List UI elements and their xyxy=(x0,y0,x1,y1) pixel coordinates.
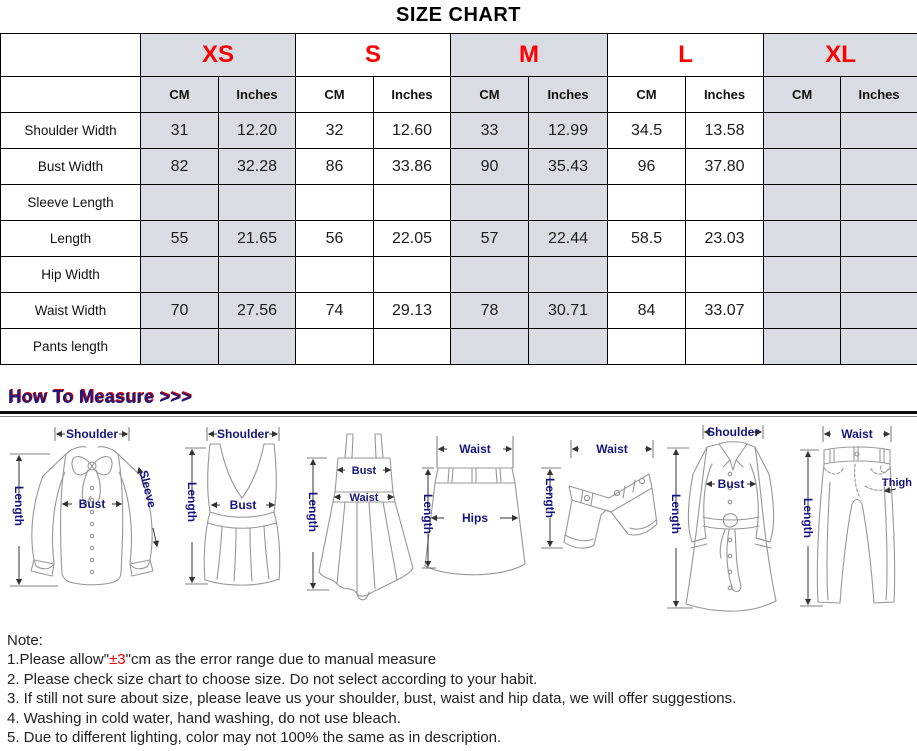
value-cell xyxy=(296,329,374,365)
value-cell: 74 xyxy=(296,293,374,329)
value-cell xyxy=(529,185,608,221)
value-cell xyxy=(374,185,451,221)
size-header-m: M xyxy=(451,34,608,77)
value-cell xyxy=(608,185,686,221)
unit-header-cm-xl: CM xyxy=(764,77,841,113)
row-label: Shoulder Width xyxy=(1,113,141,149)
note-line: 5. Due to different lighting, color may not 100% the same as in description. xyxy=(7,729,502,747)
value-cell: 35.43 xyxy=(529,149,608,185)
value-cell xyxy=(219,185,296,221)
divider-line xyxy=(0,411,917,417)
figure-strap-dress xyxy=(305,422,420,630)
value-cell xyxy=(841,185,917,221)
value-cell: 31 xyxy=(141,113,219,149)
value-cell xyxy=(141,329,219,365)
value-cell xyxy=(451,257,529,293)
row-label: Waist Width xyxy=(1,293,141,329)
measure-label-hips: Hips xyxy=(462,511,489,525)
value-cell: 57 xyxy=(451,221,529,257)
measure-label-waist: Waist xyxy=(595,442,628,456)
value-cell xyxy=(529,257,608,293)
value-cell xyxy=(451,185,529,221)
note-line: 2. Please check size chart to choose size. Do not select according to your habit. xyxy=(7,670,538,688)
value-cell xyxy=(608,329,686,365)
measure-label-thigh: Thigh xyxy=(881,477,912,489)
value-cell: 78 xyxy=(451,293,529,329)
value-cell xyxy=(764,113,841,149)
measure-label-bust: Bust xyxy=(352,465,377,477)
unit-header-cm-s: CM xyxy=(296,77,374,113)
row-label: Hip Width xyxy=(1,257,141,293)
value-cell xyxy=(764,257,841,293)
value-cell xyxy=(686,257,764,293)
unit-header-cm-l: CM xyxy=(608,77,686,113)
size-header-s: S xyxy=(296,34,451,77)
value-cell: 86 xyxy=(296,149,374,185)
value-cell: 34.5 xyxy=(608,113,686,149)
unit-header-cm-m: CM xyxy=(451,77,529,113)
figure-pants xyxy=(797,422,915,630)
size-header-xl: XL xyxy=(764,34,917,77)
value-cell xyxy=(219,257,296,293)
unit-header-inches-l: Inches xyxy=(686,77,764,113)
corner-cell-2 xyxy=(1,77,141,113)
measure-label-length: Length xyxy=(800,498,815,538)
measure-label-bust: Bust xyxy=(229,498,257,512)
value-cell xyxy=(374,329,451,365)
measure-label-length: Length xyxy=(185,482,200,522)
value-cell: 32.28 xyxy=(219,149,296,185)
size-header-xs: XS xyxy=(141,34,296,77)
value-cell xyxy=(451,329,529,365)
value-cell: 55 xyxy=(141,221,219,257)
value-cell: 12.99 xyxy=(529,113,608,149)
notes-list xyxy=(7,650,912,747)
measure-label-sleeve: Sleeve xyxy=(136,468,160,510)
notes-heading: Note: xyxy=(7,632,43,649)
measure-label-length: Length xyxy=(668,494,683,534)
note-line: 3. If still not sure about size, please leave us your shoulder, bust, waist and hip data, we will offer suggestions. xyxy=(7,690,737,708)
unit-header-inches-s: Inches xyxy=(374,77,451,113)
value-cell xyxy=(296,185,374,221)
value-cell xyxy=(141,257,219,293)
value-cell: 32 xyxy=(296,113,374,149)
value-cell: 70 xyxy=(141,293,219,329)
measure-label-length: Length xyxy=(542,478,557,518)
value-cell: 90 xyxy=(451,149,529,185)
value-cell xyxy=(764,293,841,329)
measure-label-shoulder: Shoulder xyxy=(65,427,119,441)
measure-label-bust: Bust xyxy=(78,497,106,511)
value-cell xyxy=(841,257,917,293)
value-cell xyxy=(841,329,917,365)
measure-label-bust: Bust xyxy=(717,477,745,491)
unit-header-inches-xl: Inches xyxy=(841,77,917,113)
value-cell xyxy=(374,257,451,293)
value-cell xyxy=(219,329,296,365)
value-cell: 96 xyxy=(608,149,686,185)
value-cell xyxy=(841,221,917,257)
value-cell: 37.80 xyxy=(686,149,764,185)
corner-cell xyxy=(1,34,141,77)
value-cell: 23.03 xyxy=(686,221,764,257)
row-label: Bust Width xyxy=(1,149,141,185)
value-cell xyxy=(764,149,841,185)
measure-label-waist: Waist xyxy=(349,492,379,504)
note-line: 4. Washing in cold water, hand washing, do not use bleach. xyxy=(7,709,401,727)
unit-header-inches-m: Inches xyxy=(529,77,608,113)
value-cell xyxy=(764,329,841,365)
measure-label-length: Length xyxy=(421,494,436,534)
value-cell: 29.13 xyxy=(374,293,451,329)
size-chart-table xyxy=(0,33,917,365)
value-cell: 58.5 xyxy=(608,221,686,257)
value-cell: 22.44 xyxy=(529,221,608,257)
notes-section xyxy=(7,631,912,747)
measure-label-shoulder: Shoulder xyxy=(706,425,759,439)
measure-label-waist: Waist xyxy=(459,442,492,456)
value-cell xyxy=(764,185,841,221)
value-cell xyxy=(296,257,374,293)
measure-label-shoulder: Shoulder xyxy=(217,427,270,441)
value-cell: 56 xyxy=(296,221,374,257)
value-cell: 33.07 xyxy=(686,293,764,329)
measure-label-waist: Waist xyxy=(841,427,873,441)
value-cell xyxy=(608,257,686,293)
figure-sleeveless-top xyxy=(180,422,305,630)
value-cell: 21.65 xyxy=(219,221,296,257)
value-cell xyxy=(841,149,917,185)
unit-header-cm-xs: CM xyxy=(141,77,219,113)
how-to-measure-heading: How To Measure >>> xyxy=(8,387,192,407)
value-cell: 33.86 xyxy=(374,149,451,185)
value-cell: 22.05 xyxy=(374,221,451,257)
value-cell: 12.60 xyxy=(374,113,451,149)
measure-figures xyxy=(0,422,917,632)
row-label: Pants length xyxy=(1,329,141,365)
value-cell: 13.58 xyxy=(686,113,764,149)
unit-header-inches-xs: Inches xyxy=(219,77,296,113)
value-cell xyxy=(686,185,764,221)
figure-a-line-skirt xyxy=(420,422,530,630)
row-label: Length xyxy=(1,221,141,257)
value-cell xyxy=(529,329,608,365)
value-cell: 84 xyxy=(608,293,686,329)
figure-blouse-with-bow xyxy=(2,422,180,630)
figure-shorts xyxy=(531,422,659,630)
note-line: 1.Please allow"±3"cm as the error range due to manual measure xyxy=(7,651,437,669)
value-cell: 27.56 xyxy=(219,293,296,329)
value-cell: 82 xyxy=(141,149,219,185)
measure-label-length: Length xyxy=(12,486,26,526)
value-cell xyxy=(764,221,841,257)
value-cell xyxy=(141,185,219,221)
size-header-l: L xyxy=(608,34,764,77)
value-cell xyxy=(686,329,764,365)
value-cell xyxy=(841,113,917,149)
figure-trench-coat xyxy=(659,422,797,630)
row-label: Sleeve Length xyxy=(1,185,141,221)
value-cell: 12.20 xyxy=(219,113,296,149)
value-cell xyxy=(841,293,917,329)
page-title: SIZE CHART xyxy=(396,4,521,26)
measure-label-length: Length xyxy=(306,492,321,532)
value-cell: 30.71 xyxy=(529,293,608,329)
value-cell: 33 xyxy=(451,113,529,149)
